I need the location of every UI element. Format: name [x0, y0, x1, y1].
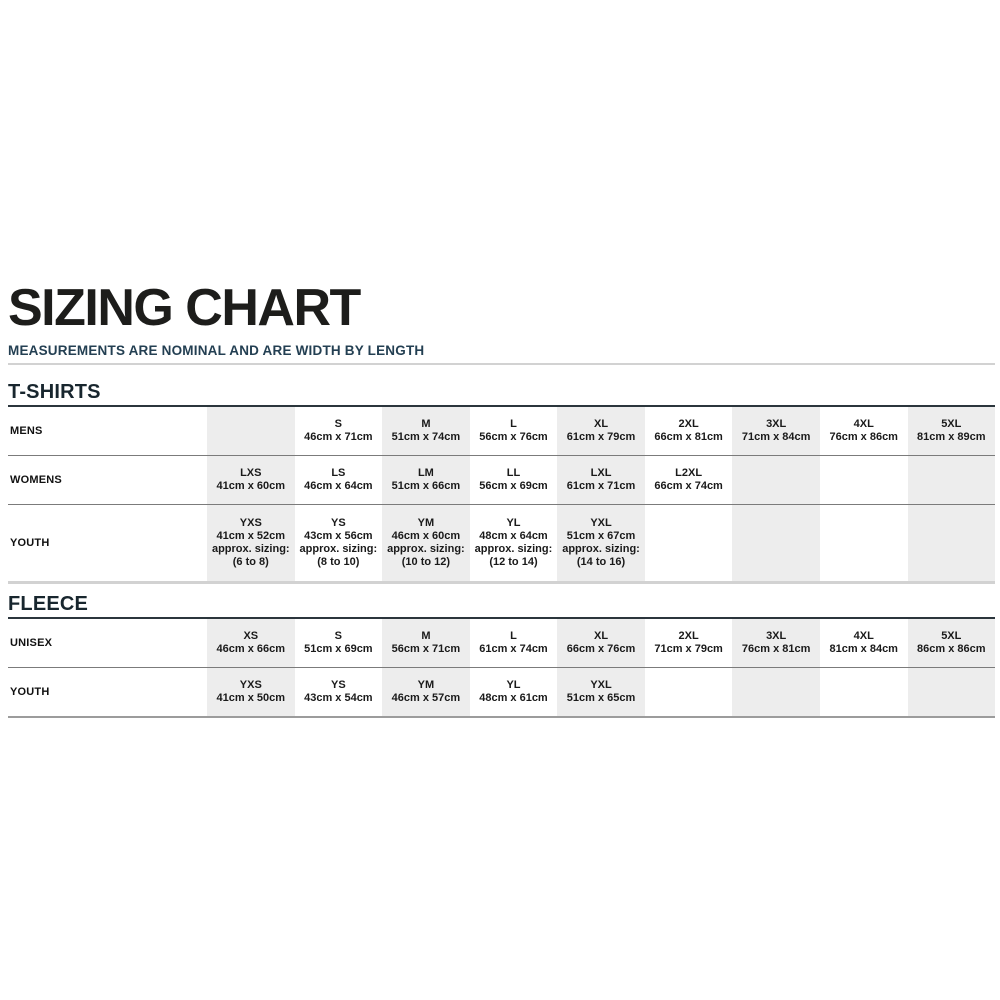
section-heading-tshirts: T-SHIRTS [8, 381, 101, 403]
size-code: L [510, 630, 517, 642]
size-cell [908, 505, 996, 581]
size-code: LM [417, 467, 434, 479]
size-cell [207, 619, 295, 667]
size-cell [382, 619, 470, 667]
size-cell [645, 668, 733, 716]
table-row [8, 667, 995, 716]
size-detail: 61cm x 79cm [566, 431, 636, 443]
size-detail: approx. sizing: [211, 543, 290, 555]
size-code: XS [243, 630, 259, 642]
size-code: 2XL [678, 630, 699, 642]
size-detail: 41cm x 60cm [216, 480, 286, 492]
subtitle-divider [8, 363, 995, 365]
size-cell [470, 456, 558, 504]
page-title: SIZING CHART [8, 279, 360, 337]
size-code: 4XL [853, 418, 874, 430]
size-detail: 81cm x 89cm [917, 431, 986, 443]
size-detail: approx. sizing: [387, 543, 465, 555]
size-cell [557, 407, 645, 455]
size-code: LXS [240, 467, 262, 479]
size-cell [908, 668, 996, 716]
size-detail: (10 to 12) [401, 556, 451, 568]
size-code: M [421, 418, 431, 430]
size-cell [295, 407, 383, 455]
size-cell [557, 619, 645, 667]
size-cell [820, 668, 908, 716]
size-cell [207, 505, 295, 581]
size-cell [645, 456, 733, 504]
size-detail: 46cm x 71cm [304, 431, 373, 443]
row-label: YOUTH [10, 686, 50, 698]
size-cell [382, 505, 470, 581]
table-row [8, 504, 995, 581]
size-detail: 51cm x 65cm [566, 692, 636, 704]
size-detail: 46cm x 66cm [216, 643, 286, 655]
size-code: YS [331, 517, 346, 529]
size-detail: 46cm x 57cm [391, 692, 461, 704]
size-detail: 76cm x 81cm [741, 643, 811, 655]
size-detail: 41cm x 52cm [216, 530, 286, 542]
size-code: YXL [590, 679, 612, 691]
size-code: 4XL [853, 630, 874, 642]
size-code: L [510, 418, 517, 430]
size-code: L2XL [675, 467, 703, 479]
row-label: MENS [10, 425, 43, 437]
size-detail: (8 to 10) [317, 556, 360, 568]
size-cell [557, 505, 645, 581]
size-code: LS [331, 467, 346, 479]
size-code: LXL [590, 467, 612, 479]
size-detail: 51cm x 67cm [566, 530, 636, 542]
size-code: S [334, 630, 343, 642]
size-cell [645, 505, 733, 581]
size-detail: 46cm x 64cm [304, 480, 373, 492]
size-cell [732, 668, 820, 716]
table-row [8, 455, 995, 504]
size-cell [382, 407, 470, 455]
size-detail: 61cm x 74cm [479, 643, 548, 655]
size-detail: 81cm x 84cm [829, 643, 898, 655]
size-code: XL [594, 630, 609, 642]
size-cell [557, 668, 645, 716]
size-code: YXL [590, 517, 612, 529]
size-detail: 71cm x 79cm [654, 643, 723, 655]
size-cell [382, 668, 470, 716]
size-code: 5XL [941, 418, 962, 430]
size-cell [470, 668, 558, 716]
size-code: 2XL [678, 418, 699, 430]
size-detail: 51cm x 74cm [391, 431, 461, 443]
size-code: XL [594, 418, 609, 430]
size-cell [207, 407, 295, 455]
fleece-size-table [8, 617, 995, 718]
size-detail: (12 to 14) [489, 556, 538, 568]
tshirts-size-table [8, 405, 995, 584]
size-code: YL [506, 679, 521, 691]
section-fleece [8, 592, 995, 718]
size-detail: 48cm x 64cm [479, 530, 548, 542]
size-detail: approx. sizing: [474, 543, 553, 555]
size-cell [908, 619, 996, 667]
size-code: M [421, 630, 431, 642]
size-detail: 43cm x 56cm [304, 530, 373, 542]
section-tshirts [8, 380, 995, 584]
table-row [8, 407, 995, 455]
size-cell [820, 407, 908, 455]
size-cell [470, 619, 558, 667]
size-cell [645, 407, 733, 455]
size-cell [732, 407, 820, 455]
size-detail: 51cm x 69cm [304, 643, 373, 655]
size-cell [732, 619, 820, 667]
size-detail: 46cm x 60cm [391, 530, 461, 542]
size-detail: 56cm x 76cm [479, 431, 548, 443]
size-cell [820, 505, 908, 581]
size-code: YS [331, 679, 346, 691]
section-heading-fleece: FLEECE [8, 593, 89, 615]
size-detail: 56cm x 69cm [479, 480, 548, 492]
size-cell [295, 668, 383, 716]
size-detail: (6 to 8) [232, 556, 269, 568]
size-cell [908, 407, 996, 455]
size-cell [557, 456, 645, 504]
size-code: LL [506, 467, 521, 479]
size-cell [382, 456, 470, 504]
size-cell [295, 505, 383, 581]
size-cell [207, 456, 295, 504]
size-code: 3XL [766, 630, 787, 642]
row-label: WOMENS [10, 474, 62, 486]
size-code: YXS [239, 517, 262, 529]
size-cell [470, 407, 558, 455]
size-cell [908, 456, 996, 504]
size-detail: 66cm x 74cm [654, 480, 723, 492]
size-code: YL [506, 517, 521, 529]
size-detail: 76cm x 86cm [829, 431, 898, 443]
size-detail: 48cm x 61cm [479, 692, 548, 704]
size-cell [732, 456, 820, 504]
size-detail: 66cm x 81cm [654, 431, 723, 443]
size-detail: 61cm x 71cm [566, 480, 636, 492]
sizing-chart-page [8, 0, 995, 718]
size-code: 3XL [766, 418, 787, 430]
size-detail: 51cm x 66cm [391, 480, 461, 492]
row-label: YOUTH [10, 537, 50, 549]
size-cell [295, 456, 383, 504]
size-detail: (14 to 16) [576, 556, 626, 568]
size-cell [470, 505, 558, 581]
table-row [8, 619, 995, 667]
size-code: 5XL [941, 630, 962, 642]
size-code: YM [417, 517, 435, 529]
size-cell [732, 505, 820, 581]
size-cell [820, 456, 908, 504]
size-detail: approx. sizing: [299, 543, 378, 555]
size-detail: 56cm x 71cm [391, 643, 461, 655]
size-cell [645, 619, 733, 667]
size-detail: approx. sizing: [562, 543, 640, 555]
size-code: S [334, 418, 343, 430]
size-detail: 41cm x 50cm [216, 692, 286, 704]
size-cell [295, 619, 383, 667]
size-code: YXS [239, 679, 262, 691]
size-cell [207, 668, 295, 716]
size-detail: 71cm x 84cm [741, 431, 811, 443]
page-subtitle: MEASUREMENTS ARE NOMINAL AND ARE WIDTH BY LENGTH [8, 343, 425, 358]
size-code: YM [417, 679, 435, 691]
size-detail: 43cm x 54cm [304, 692, 373, 704]
size-cell [820, 619, 908, 667]
row-label: UNISEX [10, 637, 53, 649]
size-detail: 66cm x 76cm [566, 643, 636, 655]
size-detail: 86cm x 86cm [917, 643, 986, 655]
